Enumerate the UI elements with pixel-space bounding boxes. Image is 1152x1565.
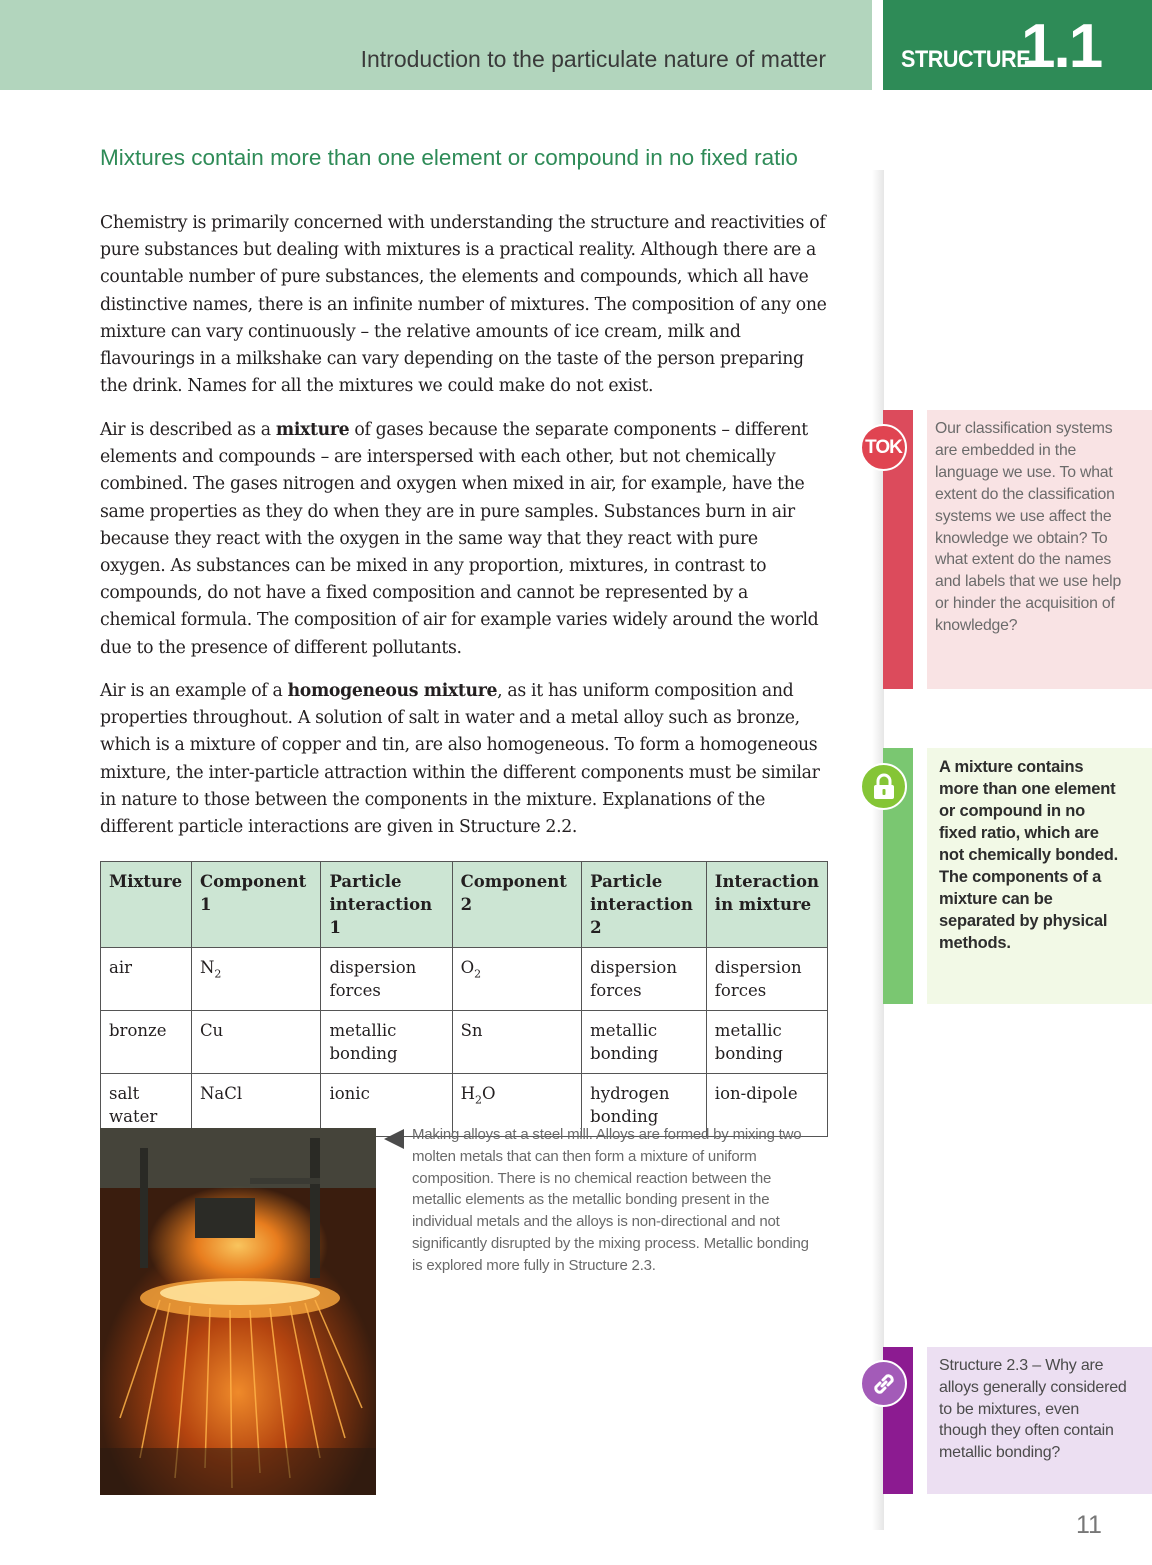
text-run: Air is described as a (100, 420, 276, 440)
cell-particle-interaction-2: hydrogen bonding (582, 1074, 707, 1137)
tok-icon: TOK (860, 424, 907, 471)
badge-word: STRUCTURE (901, 46, 1031, 73)
text-run: Air is an example of a (100, 681, 288, 701)
formula-text: O (482, 1084, 496, 1103)
table-row (101, 1011, 828, 1074)
cell-particle-interaction-2: dispersion forces (582, 948, 707, 1011)
formula-text: Sn (460, 1021, 483, 1040)
link-icon (860, 1360, 907, 1407)
cell-component-2 (452, 1011, 582, 1074)
formula-subscript: 2 (214, 967, 222, 981)
cell-particle-interaction-1: ionic (321, 1074, 452, 1137)
paragraph-air-mixture (100, 417, 828, 662)
table-header-row (101, 862, 828, 948)
term-mixture: mixture (275, 420, 350, 440)
key-concept-text: A mixture contains more than one element or compound in no fixed ratio, which are not chemically bonded. The components of a mixture can be separated by physical methods. (939, 758, 1118, 952)
header-component-1: Component 1 (191, 862, 321, 948)
padlock-glyph (872, 773, 896, 801)
text-run: , as it has uniform composition and properties throughout. A solution of salt in water and a metal alloy such as bronze, which is a mixture of copper and tin, are also homogeneous. To form a homogeneous mixture, the inter-particle attraction within the different components must be similar in nature to those between the components in the mixture. Explanations of the different particle interactions are given in Structure 2.2. (100, 681, 820, 838)
badge-number: 1.1 (1021, 12, 1102, 81)
cell-component-1 (191, 1011, 321, 1074)
cell-particle-interaction-1: metallic bonding (321, 1011, 452, 1074)
cell-particle-interaction-1: dispersion forces (321, 948, 452, 1011)
tok-text: Our classification systems are embedded in the language we use. To what extent do the classification systems we use affect the knowledge we obtain? To what extent do the names and labels that we use help or hinder the acquisition of knowledge? (935, 420, 1122, 635)
cell-component-1 (191, 948, 321, 1011)
cell-interaction-in-mixture: dispersion forces (706, 948, 827, 1011)
cell-particle-interaction-2: metallic bonding (582, 1011, 707, 1074)
formula-text: Cu (199, 1021, 224, 1040)
header-bar (0, 0, 872, 90)
formula-subscript: 2 (474, 967, 482, 981)
paragraph-intro: Chemistry is primarily concerned with understanding the structure and reactivities of pure substances but dealing with mixtures is a practical reality. Although there are a countable number of pure substances, the elements and compounds, which all have distinctive names, there is an infinite number of mixtures. The composition of any one mixture can vary continuously – the relative amounts of ice cream, milk and flavourings in a milkshake can vary depending on the taste of the person preparing the drink. Names for all the mixtures we could make do not exist. (100, 213, 827, 397)
formula-text: N (199, 958, 215, 977)
text-run: of gases because the separate components – different elements and compounds – are interspersed with each other, but not chemically combined. The gases nitrogen and oxygen when mixed in air, for example, have the same properties as they do when they are in pure samples. Substances burn in air because they react with the oxygen in the same way that they react with pure oxygen. As substances can be mixed in any proportion, mixtures, in contrast to compounds, do not have a fixed composition and cannot be represented by a chemical formula. The composition of air for example varies widely around the world due to the presence of different pollutants. (100, 420, 819, 658)
page-number: 11 (1076, 1511, 1102, 1539)
caption-pointer-icon (384, 1129, 404, 1149)
header-mixture: Mixture (101, 862, 192, 948)
formula-subscript: 2 (475, 1093, 483, 1107)
cell-mixture: bronze (101, 1011, 192, 1074)
linking-question-text: Structure 2.3 – Why are alloys generally considered to be mixtures, even though they often contain metallic bonding? (939, 1357, 1127, 1462)
term-homogeneous-mixture: homogeneous mixture (287, 681, 498, 701)
cell-interaction-in-mixture: ion-dipole (706, 1074, 827, 1137)
cell-mixture: salt water (101, 1074, 192, 1137)
chain-link-glyph (870, 1370, 898, 1398)
formula-text: O (460, 958, 475, 977)
figure-caption: Making alloys at a steel mill. Alloys are formed by mixing two molten metals that can then form a mixture of uniform composition. There is no chemical reaction between the metallic elements as the metallic bonding present in the individual metals and the alloys is non-directional and not significantly disrupted by the mixing process. Metallic bonding is explored more fully in Structure 2.3. (412, 1126, 809, 1274)
header-interaction-in-mixture: Interaction in mixture (706, 862, 827, 948)
formula-text: H (460, 1084, 476, 1103)
padlock-icon (860, 763, 907, 810)
cell-mixture: air (101, 948, 192, 1011)
section-title: Mixtures contain more than one element or compound in no fixed ratio (100, 145, 798, 170)
header-component-2: Component 2 (452, 862, 582, 948)
molten-metal-sparks-illustration (100, 1128, 376, 1495)
header-particle-interaction-2: Particle interaction 2 (582, 862, 707, 948)
header-particle-interaction-1: Particle interaction 1 (321, 862, 452, 948)
cell-component-2 (452, 948, 582, 1011)
formula-text: NaCl (199, 1084, 243, 1103)
cell-interaction-in-mixture: metallic bonding (706, 1011, 827, 1074)
structure-badge (883, 0, 1152, 90)
steel-mill-photo (100, 1128, 376, 1495)
paragraph-homogeneous (100, 678, 828, 841)
table-row (101, 948, 828, 1011)
mixtures-table (100, 861, 828, 1137)
chapter-title: Introduction to the particulate nature of matter (360, 46, 826, 72)
